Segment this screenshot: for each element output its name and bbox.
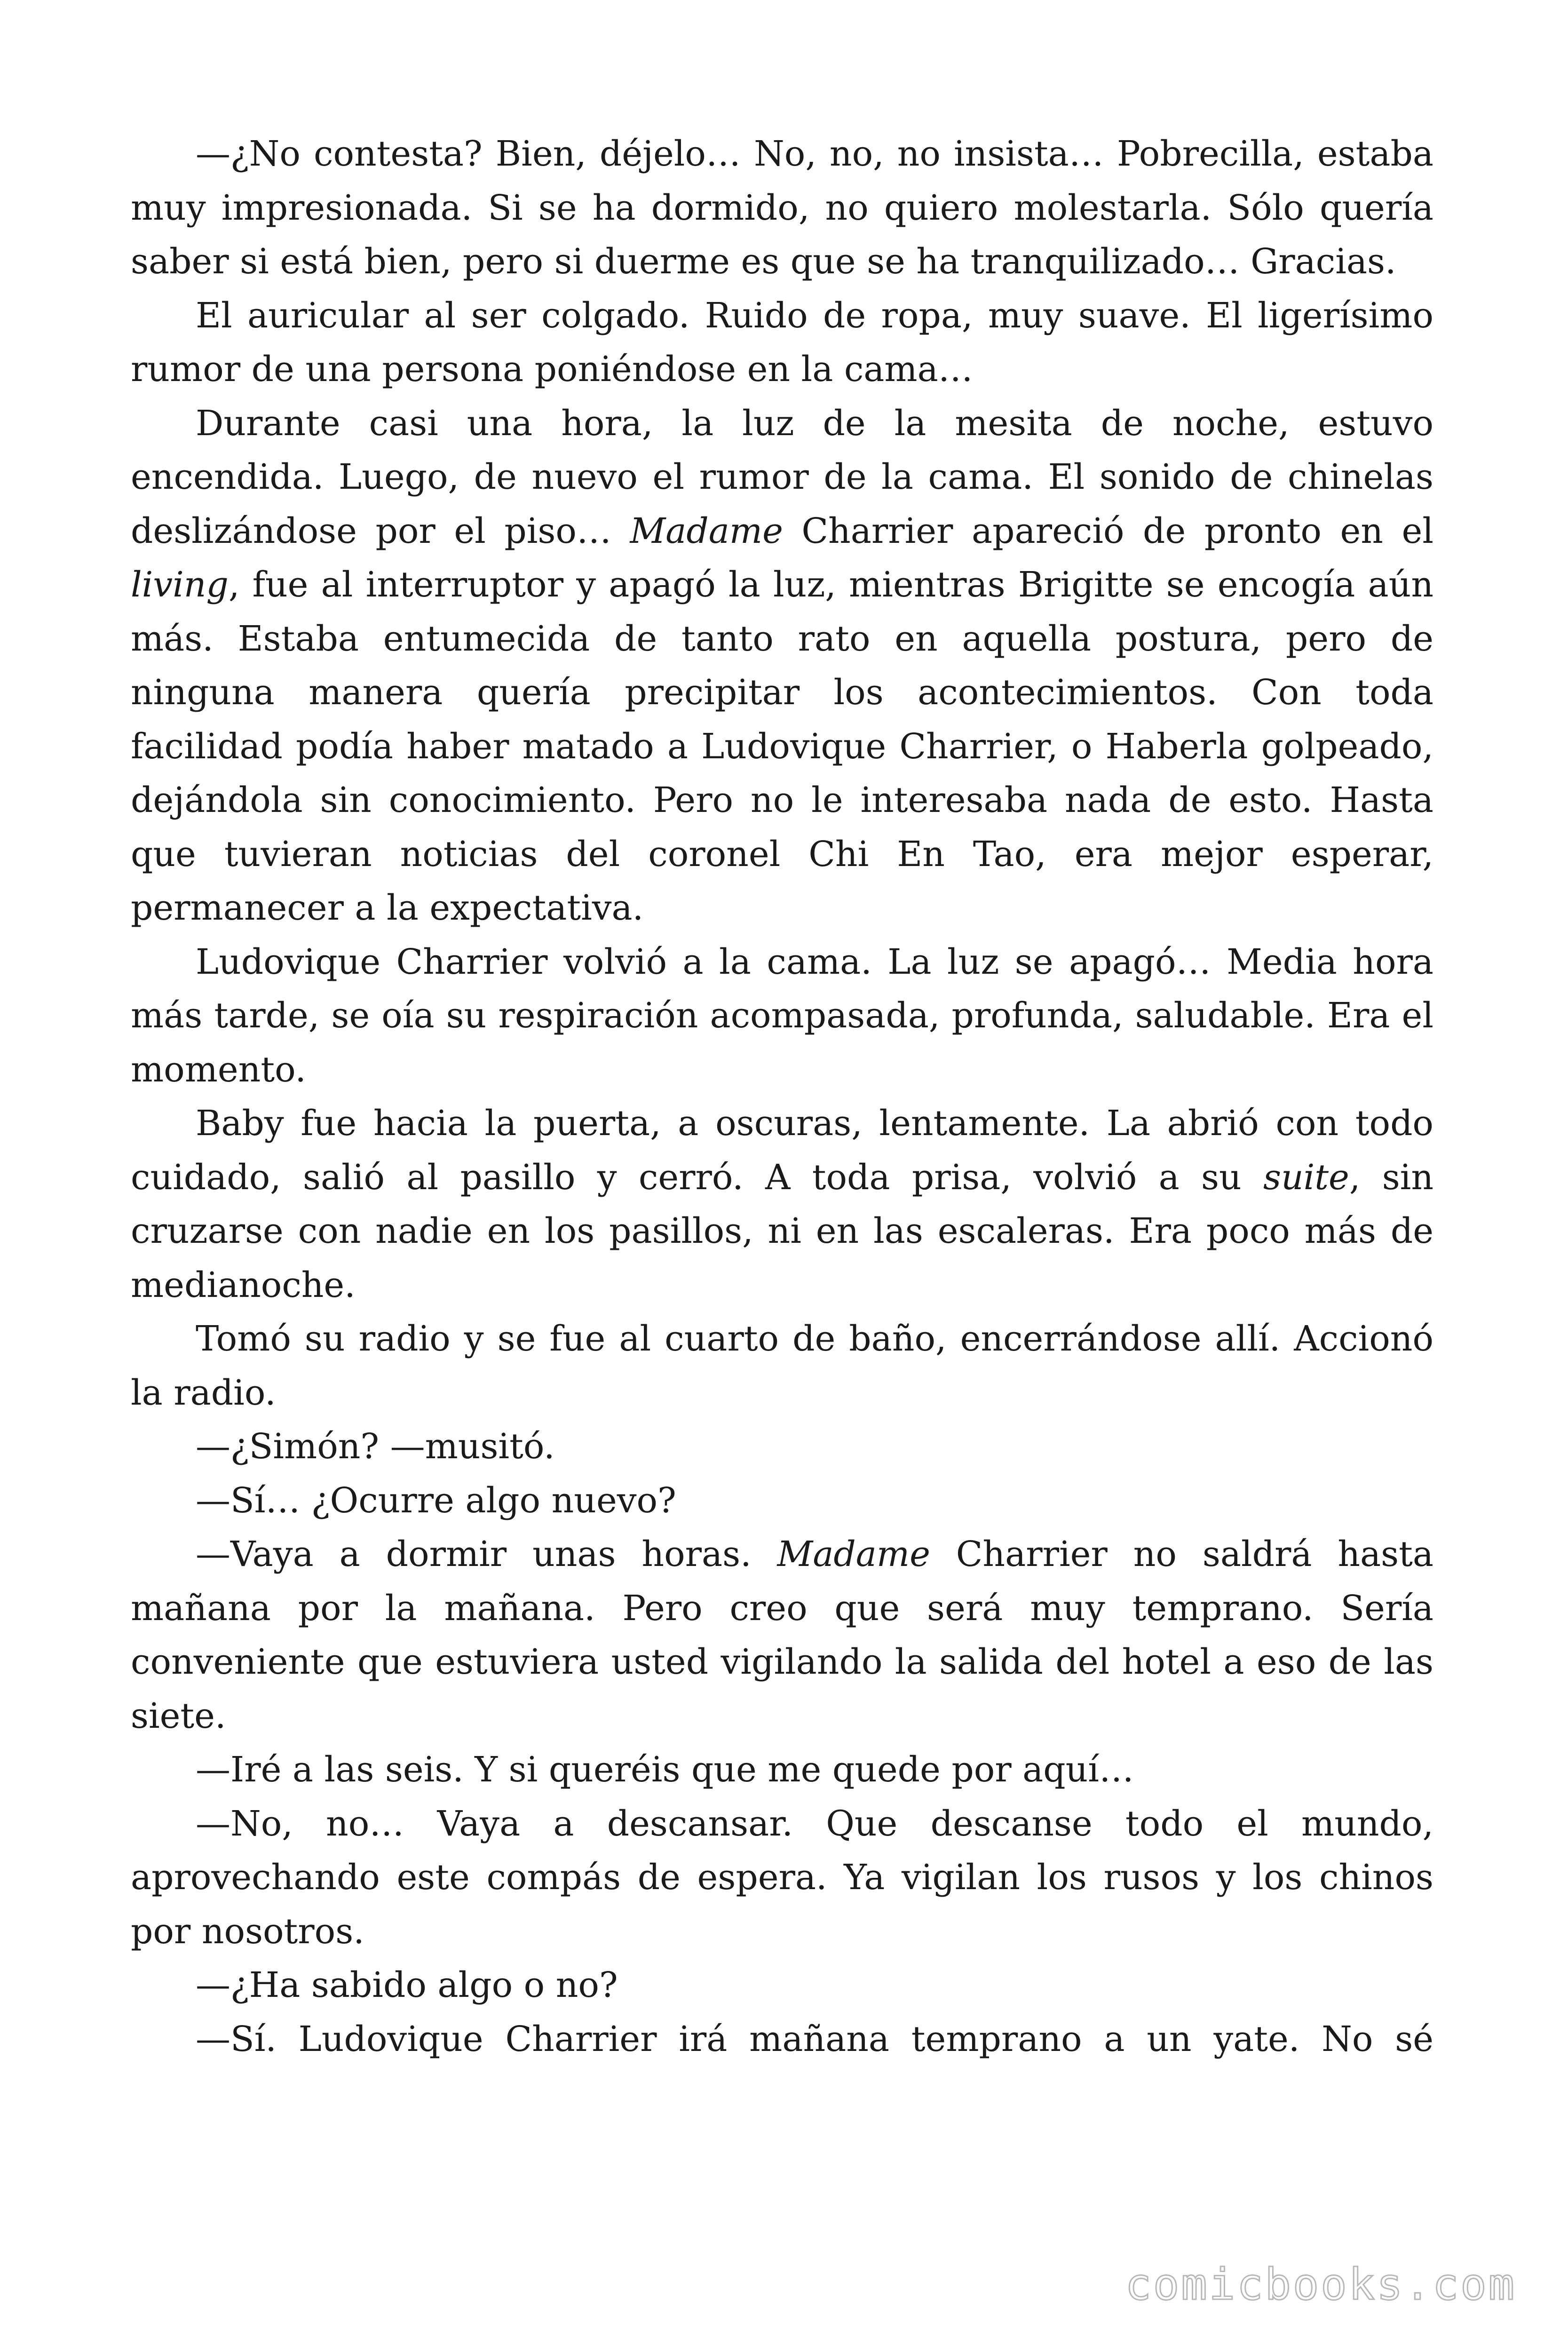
text-run: Charrier apareció de pronto en el	[783, 510, 1433, 551]
text-run: Baby fue hacia la puerta, a oscuras, lentamente. La abrió con todo cuidado, salió al pasillo y cerró. A toda prisa, volvió a su	[131, 1103, 1433, 1198]
text-run: —Iré a las seis. Y si queréis que me quede por aquí…	[196, 1749, 1134, 1790]
text-run: —Sí. Ludovique Charrier irá mañana temprano a un yate. No sé	[196, 2018, 1433, 2059]
text-run: —Sí… ¿Ocurre algo nuevo?	[196, 1480, 676, 1521]
text-run: , sin cruzarse con nadie en los pasillos, ni en las escaleras. Era poco más de medianoche.	[131, 1157, 1433, 1305]
italic-text: living	[131, 564, 229, 605]
paragraph	[131, 1958, 1433, 2012]
text-run: El auricular al ser colgado. Ruido de ropa, muy suave. El ligerísimo rumor de una persona poniéndose en la cama…	[131, 295, 1433, 389]
paragraph	[131, 935, 1433, 1097]
paragraph	[131, 1474, 1433, 1528]
watermark: comicbooks.com	[1125, 2259, 1516, 2310]
text-run: , fue al interruptor y apagó la luz, mientras Brigitte se encogía aún más. Estaba entumecida de tanto rato en aquella postura, pero de ninguna manera quería precipitar los acontecimientos. Con toda facilidad podía haber matado a Ludovique Charrier, o Haberla golpeado, dejándola sin conocimiento. Pero no le interesaba nada de esto. Hasta que tuvieran noticias del coronel Chi En Tao, era mejor esperar, permanecer a la expectativa.	[131, 564, 1433, 928]
italic-text: suite	[1263, 1157, 1349, 1198]
paragraph	[131, 1797, 1433, 1959]
text-run: —No, no… Vaya a descansar. Que descanse todo el mundo, aprovechando este compás de espera. Ya vigilan los rusos y los chinos por nosotros.	[131, 1803, 1433, 1952]
paragraph	[131, 1527, 1433, 1743]
paragraph	[131, 2012, 1433, 2066]
text-run: —Vaya a dormir unas horas.	[196, 1534, 777, 1574]
paragraph	[131, 1420, 1433, 1474]
paragraph	[131, 1097, 1433, 1312]
text-run: Durante casi una hora, la luz de la mesita de noche, estuvo encendida. Luego, de nuevo el rumor de la cama. El sonido de chinelas deslizándose por el piso…	[131, 403, 1433, 551]
paragraph	[131, 397, 1433, 935]
text-run: —¿Ha sabido algo o no?	[196, 1965, 618, 2005]
body-text	[131, 127, 1433, 2066]
paragraph	[131, 1312, 1433, 1420]
paragraph	[131, 289, 1433, 397]
paragraph	[131, 1743, 1433, 1797]
italic-text: Madame	[630, 510, 783, 551]
paragraph	[131, 127, 1433, 289]
text-run: Ludovique Charrier volvió a la cama. La luz se apagó… Media hora más tarde, se oía su respiración acompasada, profunda, saludable. Era el momento.	[131, 941, 1433, 1090]
italic-text: Madame	[777, 1534, 930, 1574]
text-run: —¿No contesta? Bien, déjelo… No, no, no insista… Pobrecilla, estaba muy impresionada. Si se ha dormido, no quiero molestarla. Sólo quería saber si está bien, pero si duerme es que se ha tranquilizado… Gracias.	[131, 134, 1433, 282]
text-run: Tomó su radio y se fue al cuarto de baño, encerrándose allí. Accionó la radio.	[131, 1319, 1433, 1413]
text-run: Charrier no saldrá hasta mañana por la mañana. Pero creo que será muy temprano. Sería conveniente que estuviera usted vigilando la salida del hotel a eso de las siete.	[131, 1534, 1433, 1736]
text-run: —¿Simón? —musitó.	[196, 1426, 555, 1467]
